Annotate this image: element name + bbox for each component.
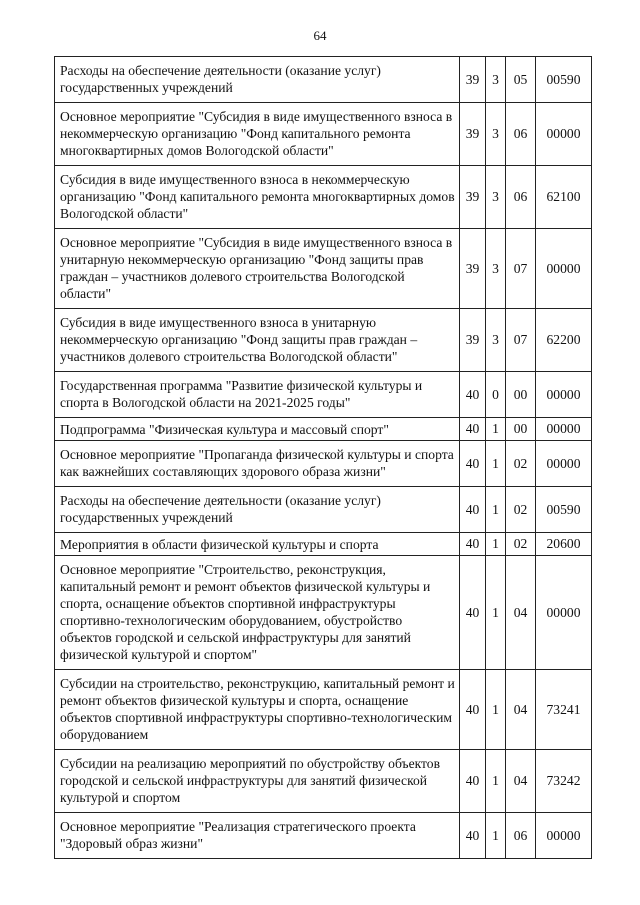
subprogram-code: 1 [486, 670, 506, 750]
row-description: Основное мероприятие "Пропаганда физической культуры и спорта как важнейших составляющих здорового образа жизни" [55, 441, 460, 487]
row-description: Мероприятия в области физической культуры и спорта [55, 533, 460, 556]
direction-code: 73242 [536, 750, 592, 813]
subprogram-code: 3 [486, 166, 506, 229]
activity-code: 07 [506, 229, 536, 309]
activity-code: 07 [506, 309, 536, 372]
table-row [55, 309, 592, 372]
table-row [55, 103, 592, 166]
direction-code: 00000 [536, 418, 592, 441]
activity-code: 04 [506, 750, 536, 813]
subprogram-code: 1 [486, 750, 506, 813]
activity-code: 00 [506, 372, 536, 418]
program-code: 40 [460, 533, 486, 556]
row-description: Основное мероприятие "Субсидия в виде имущественного взноса в некоммерческую организацию "Фонд капитального ремонта многоквартирных домов Вологодской области" [55, 103, 460, 166]
subprogram-code: 1 [486, 813, 506, 859]
program-code: 39 [460, 166, 486, 229]
program-code: 39 [460, 57, 486, 103]
program-code: 40 [460, 556, 486, 670]
subprogram-code: 3 [486, 229, 506, 309]
subprogram-code: 1 [486, 487, 506, 533]
program-code: 39 [460, 309, 486, 372]
budget-table [54, 56, 592, 859]
subprogram-code: 1 [486, 556, 506, 670]
direction-code: 00000 [536, 813, 592, 859]
activity-code: 04 [506, 670, 536, 750]
activity-code: 02 [506, 533, 536, 556]
direction-code: 00590 [536, 487, 592, 533]
activity-code: 06 [506, 103, 536, 166]
activity-code: 00 [506, 418, 536, 441]
table-row [55, 418, 592, 441]
table-row [55, 441, 592, 487]
program-code: 40 [460, 813, 486, 859]
program-code: 39 [460, 103, 486, 166]
table-row [55, 487, 592, 533]
direction-code: 62100 [536, 166, 592, 229]
table-row [55, 750, 592, 813]
row-description: Основное мероприятие "Строительство, реконструкция, капитальный ремонт и ремонт объектов физической культуры и спорта, оснащение объектов спортивной инфраструктуры спортивно-технологическим оборудованием, обустройство объектов городской и сельской инфраструктуры для занятий физической культурой и спортом" [55, 556, 460, 670]
program-code: 39 [460, 229, 486, 309]
program-code: 40 [460, 441, 486, 487]
direction-code: 00000 [536, 229, 592, 309]
row-description: Расходы на обеспечение деятельности (оказание услуг) государственных учреждений [55, 57, 460, 103]
table-row [55, 166, 592, 229]
direction-code: 00000 [536, 556, 592, 670]
program-code: 40 [460, 670, 486, 750]
direction-code: 00590 [536, 57, 592, 103]
table-row [55, 57, 592, 103]
row-description: Субсидия в виде имущественного взноса в некоммерческую организацию "Фонд капитального ремонта многоквартирных домов Вологодской области" [55, 166, 460, 229]
table-row [55, 670, 592, 750]
program-code: 40 [460, 750, 486, 813]
table-row [55, 533, 592, 556]
row-description: Государственная программа "Развитие физической культуры и спорта в Вологодской области на 2021-2025 годы" [55, 372, 460, 418]
row-description: Субсидии на реализацию мероприятий по обустройству объектов городской и сельской инфраструктуры для занятий физической культурой и спортом [55, 750, 460, 813]
row-description: Подпрограмма "Физическая культура и массовый спорт" [55, 418, 460, 441]
direction-code: 73241 [536, 670, 592, 750]
program-code: 40 [460, 418, 486, 441]
direction-code: 00000 [536, 372, 592, 418]
row-description: Субсидии на строительство, реконструкцию, капитальный ремонт и ремонт объектов физической культуры и спорта, оснащение объектов спортивной инфраструктуры спортивно-технологическим оборудованием [55, 670, 460, 750]
row-description: Основное мероприятие "Реализация стратегического проекта "Здоровый образ жизни" [55, 813, 460, 859]
activity-code: 02 [506, 487, 536, 533]
direction-code: 00000 [536, 441, 592, 487]
page-number: 64 [313, 28, 327, 43]
row-description: Субсидия в виде имущественного взноса в унитарную некоммерческую организацию "Фонд защиты прав граждан – участников долевого строительства Вологодской области" [55, 309, 460, 372]
subprogram-code: 3 [486, 57, 506, 103]
activity-code: 04 [506, 556, 536, 670]
table-row [55, 372, 592, 418]
table-row [55, 813, 592, 859]
activity-code: 06 [506, 166, 536, 229]
row-description: Расходы на обеспечение деятельности (оказание услуг) государственных учреждений [55, 487, 460, 533]
direction-code: 00000 [536, 103, 592, 166]
row-description: Основное мероприятие "Субсидия в виде имущественного взноса в унитарную некоммерческую организацию "Фонд защиты прав граждан – участников долевого строительства Вологодской области" [55, 229, 460, 309]
table-row [55, 229, 592, 309]
subprogram-code: 1 [486, 418, 506, 441]
direction-code: 20600 [536, 533, 592, 556]
program-code: 40 [460, 372, 486, 418]
program-code: 40 [460, 487, 486, 533]
table-row [55, 556, 592, 670]
subprogram-code: 3 [486, 309, 506, 372]
subprogram-code: 1 [486, 441, 506, 487]
subprogram-code: 1 [486, 533, 506, 556]
activity-code: 05 [506, 57, 536, 103]
subprogram-code: 0 [486, 372, 506, 418]
activity-code: 02 [506, 441, 536, 487]
subprogram-code: 3 [486, 103, 506, 166]
direction-code: 62200 [536, 309, 592, 372]
activity-code: 06 [506, 813, 536, 859]
